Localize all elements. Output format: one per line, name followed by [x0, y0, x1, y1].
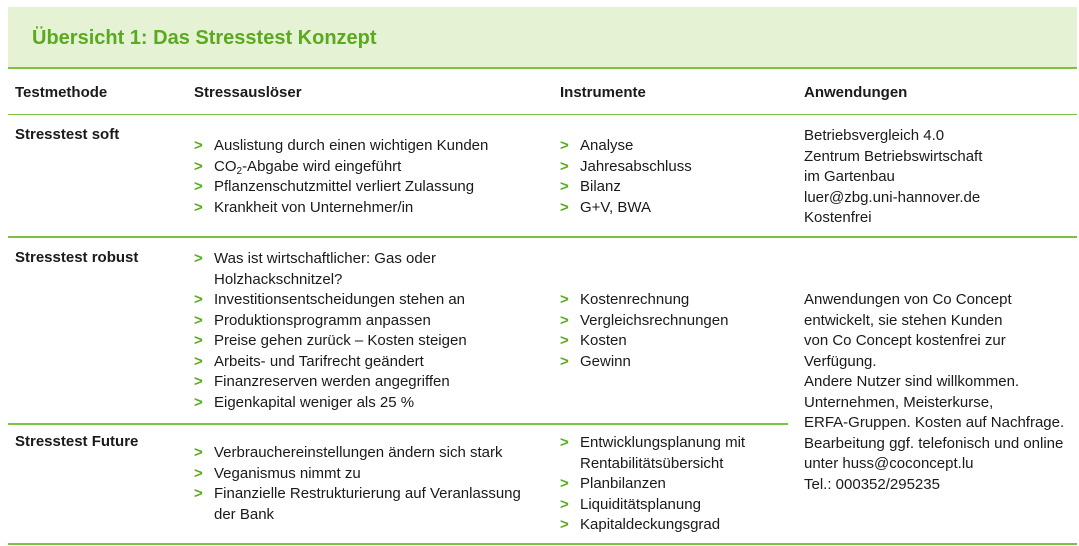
- list-item: > Analyse: [560, 136, 790, 157]
- applications-line: Bearbeitung ggf. telefonisch und online: [804, 434, 1064, 452]
- applications-line: im Gartenbau: [804, 168, 895, 185]
- list-item: > Investitionsentscheidungen stehen an: [194, 290, 494, 311]
- method-soft: Stresstest soft: [15, 126, 120, 143]
- header-instruments: Instrumente: [560, 84, 646, 101]
- list-item: > Produktionsprogramm anpassen: [194, 311, 494, 332]
- divider-row1: [8, 236, 1077, 238]
- divider-row2: [8, 423, 788, 425]
- list-item: > Arbeits- und Tarifrecht geändert: [194, 352, 494, 373]
- list-item: > Vergleichsrechnungen: [560, 311, 790, 332]
- list-item: > Gewinn: [560, 352, 790, 373]
- applications-shared: [804, 290, 1076, 495]
- triggers-future: [194, 443, 534, 525]
- list-item: > Eigenkapital weniger als 25 %: [194, 393, 494, 414]
- applications-line: Zentrum Betriebswirtschaft: [804, 147, 983, 165]
- divider-bottom: [8, 543, 1077, 545]
- list-item: > Finanzielle Restrukturierung auf Veranlassung der Bank: [194, 484, 534, 525]
- instruments-soft: [560, 136, 790, 218]
- triggers-soft: [194, 136, 544, 218]
- applications-line: Andere Nutzer sind willkommen.: [804, 373, 1020, 390]
- list-item: > Preise gehen zurück – Kosten steigen: [194, 331, 494, 352]
- list-item: > Finanzreserven werden angegriffen: [194, 372, 494, 393]
- list-item: > Pflanzenschutzmittel verliert Zulassung: [194, 177, 544, 198]
- applications-line: ERFA-Gruppen. Kosten auf Nachfrage.: [804, 414, 1065, 431]
- divider-top: [8, 67, 1077, 69]
- applications-email: unter huss@coconcept.lu: [804, 455, 974, 472]
- list-item: > Planbilanzen: [560, 474, 790, 495]
- list-item: > Kostenrechnung: [560, 290, 790, 311]
- list-item: > Liquiditätsplanung: [560, 495, 790, 516]
- list-item: > Kapitaldeckungsgrad: [560, 515, 790, 536]
- applications-line: Anwendungen von Co Concept: [804, 291, 1012, 308]
- instruments-future: [560, 433, 790, 536]
- instruments-robust: [560, 290, 790, 372]
- applications-line: Kostenfrei: [804, 209, 872, 226]
- applications-line: Verfügung.: [804, 352, 877, 370]
- list-item: > Was ist wirtschaftlicher: Gas oder Holzhackschnitzel?: [194, 249, 494, 290]
- title-bar: [8, 7, 1077, 67]
- list-item: > Krankheit von Unternehmer/in: [194, 198, 544, 219]
- applications-email: luer@zbg.uni-hannover.de: [804, 188, 981, 206]
- header-applications: Anwendungen: [804, 84, 908, 101]
- list-item: > $CO_2$-Abgabe wird eingeführt: [194, 157, 544, 178]
- header-method: Testmethode: [15, 84, 108, 101]
- applications-soft: [804, 126, 1074, 229]
- header-triggers: Stressauslöser: [194, 84, 302, 101]
- list-item: > Auslistung durch einen wichtigen Kunden: [194, 136, 544, 157]
- applications-line: von Co Concept kostenfrei zur: [804, 332, 1006, 349]
- applications-line: entwickelt, sie stehen Kunden: [804, 311, 1003, 329]
- triggers-robust: [194, 249, 494, 413]
- list-item: > Verbrauchereinstellungen ändern sich stark: [194, 443, 534, 464]
- method-robust: Stresstest robust: [15, 249, 139, 266]
- method-future: Stresstest Future: [15, 433, 139, 450]
- list-item: > Veganismus nimmt zu: [194, 464, 534, 485]
- list-item: > Entwicklungsplanung mit Rentabilitätsübersicht: [560, 433, 790, 474]
- list-item: > G+V, BWA: [560, 198, 790, 219]
- page-title: Übersicht 1: Das Stresstest Konzept: [32, 26, 377, 49]
- applications-line: Unternehmen, Meisterkurse,: [804, 393, 994, 411]
- list-item: > Kosten: [560, 331, 790, 352]
- applications-phone: Tel.: 000352/295235: [804, 475, 940, 493]
- list-item: > Bilanz: [560, 177, 790, 198]
- list-item: > Jahresabschluss: [560, 157, 790, 178]
- divider-header: [8, 114, 1077, 115]
- applications-line: Betriebsvergleich 4.0: [804, 127, 945, 144]
